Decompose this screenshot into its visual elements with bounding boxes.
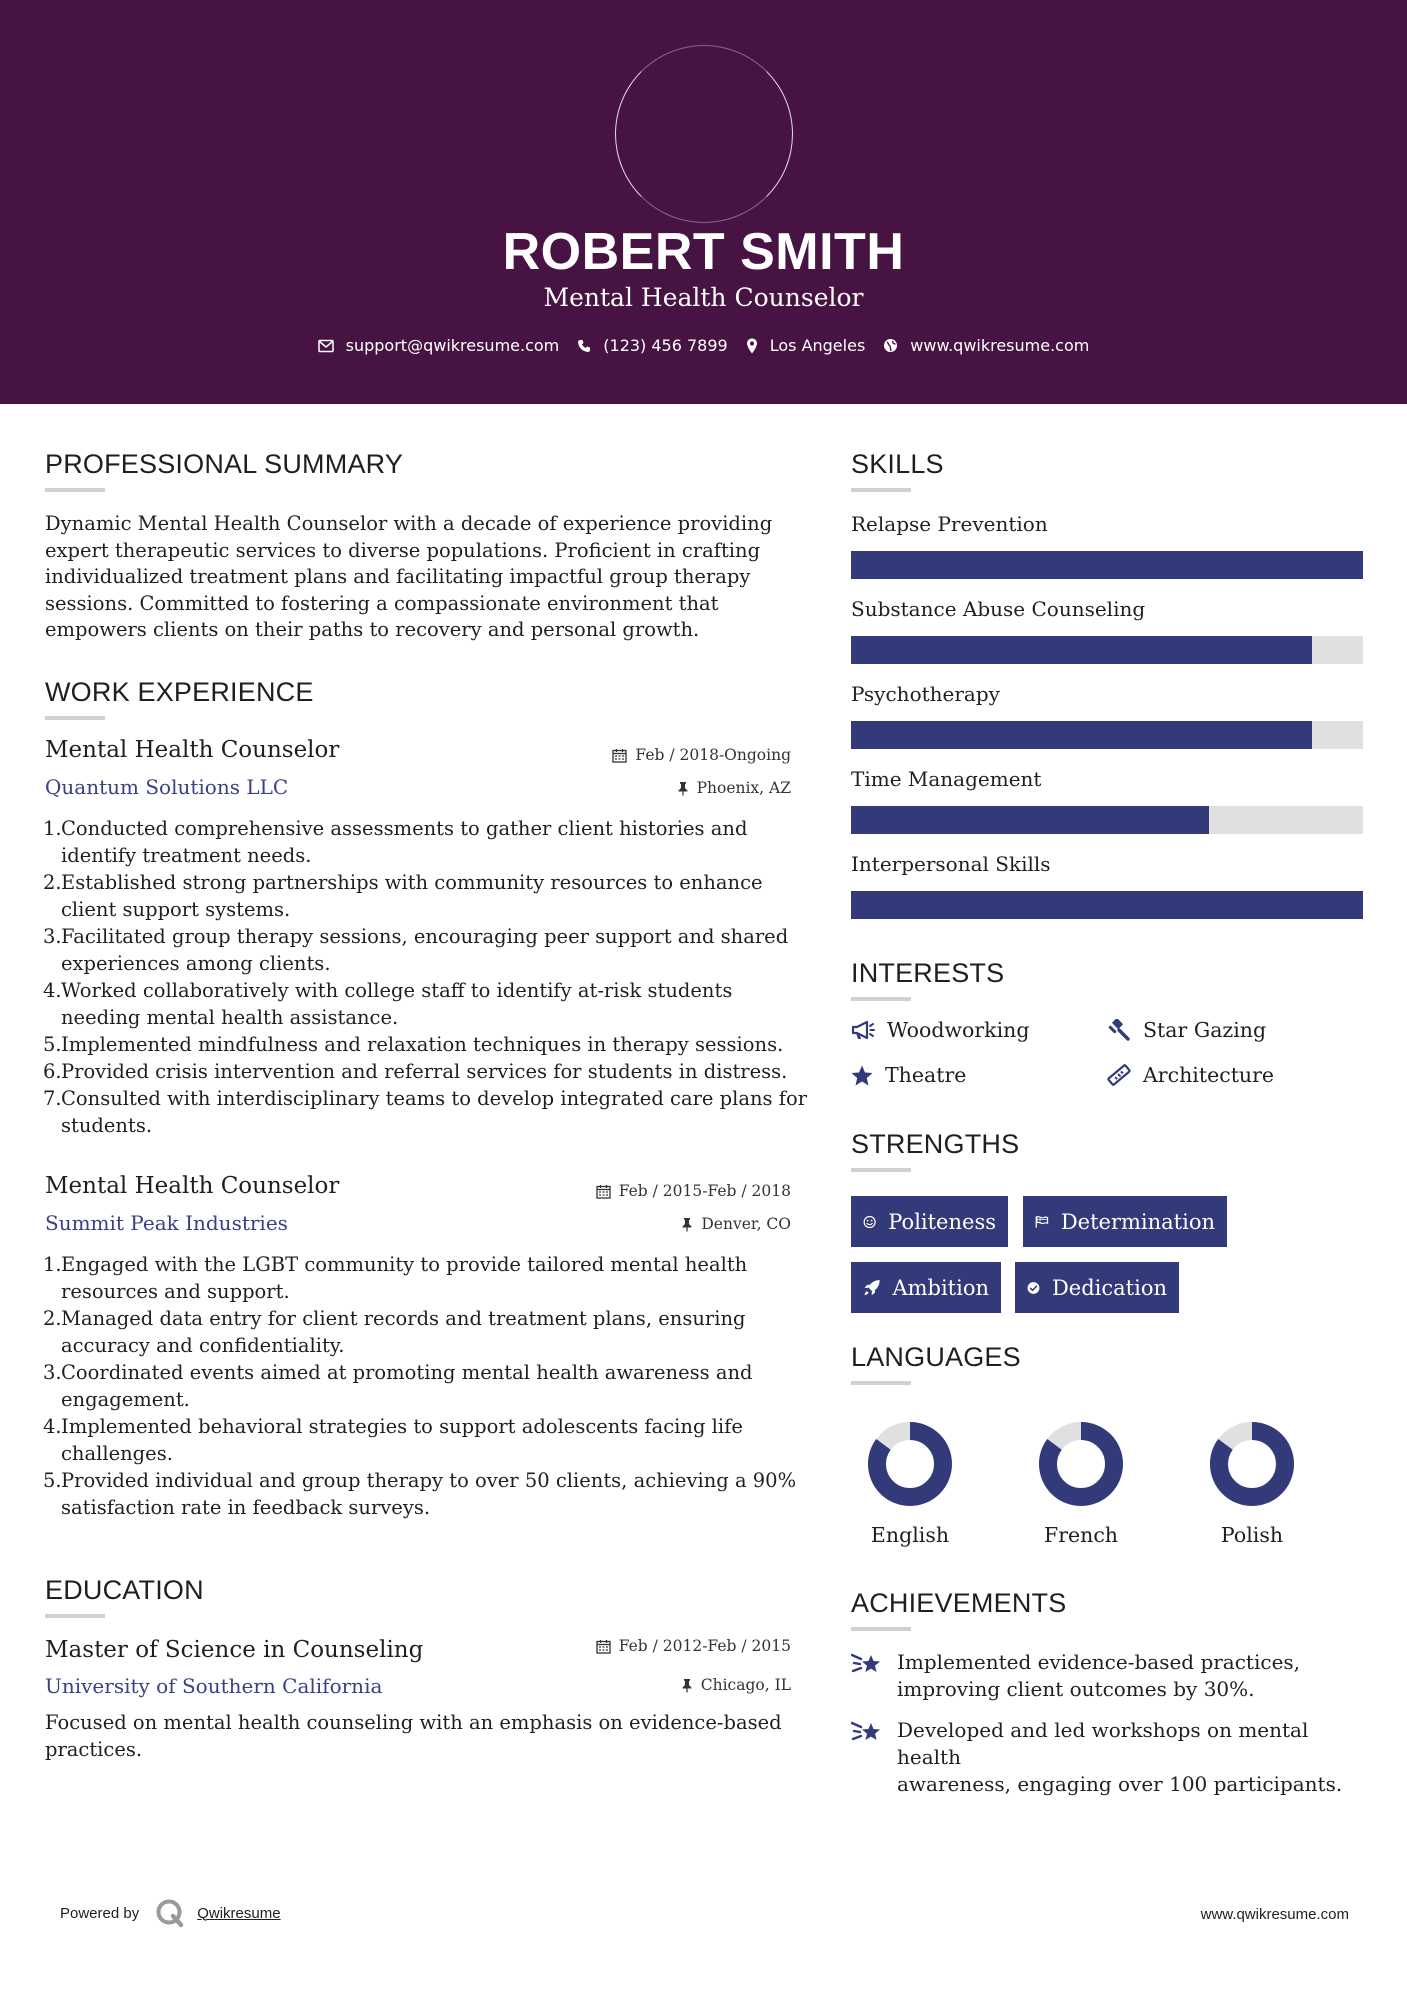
job-company: Quantum Solutions LLC [45,775,289,799]
calendar-icon [596,1184,611,1199]
megaphone-icon [851,1020,875,1040]
list-line: Conducted comprehensive assessments to gather client histories and [61,817,748,840]
skill-bar-fill [851,806,1209,834]
list-number: 6. [43,1060,62,1083]
interest-label: Architecture [1143,1063,1275,1087]
achievement-line: Implemented evidence-based practices, [897,1650,1301,1674]
education-dates-text: Feb / 2012-Feb / 2015 [618,1637,791,1655]
candidate-name: ROBERT SMITH [502,223,905,281]
list-number: 7. [43,1087,62,1110]
strengths-heading-rule [851,1168,911,1172]
list-item [43,1305,796,1359]
list-line: experiences among clients. [61,952,331,975]
skill-label: Interpersonal Skills [851,852,1051,876]
strength-chip [1015,1262,1179,1313]
interests-heading-rule [851,997,911,1001]
powered-by-text: Powered by [60,1904,140,1922]
shooting-star-icon [851,1651,885,1679]
list-line: students. [61,1114,153,1137]
education-line: Focused on mental health counseling with an emphasis on evidence-based [45,1711,782,1734]
skill-label: Psychotherapy [851,682,1000,706]
list-number: 2. [43,1307,62,1330]
list-line: Provided individual and group therapy to over 50 clients, achieving a 90% [61,1469,797,1492]
strength-label: Determination [1060,1209,1215,1234]
summary-line: individualized treatment plans and facilitating impactful group therapy [45,565,751,588]
strengths-heading: STRENGTHS [851,1129,1020,1159]
list-item [43,1467,796,1521]
qwikresume-link[interactable]: Qwikresume [197,1904,281,1922]
strength-label: Dedication [1051,1275,1167,1300]
skill-bar [851,636,1363,664]
achievement-line: awareness, engaging over 100 participants. [897,1772,1343,1796]
contact-website[interactable] [883,336,1089,355]
strength-chip [851,1196,1008,1247]
summary-line: sessions. Committed to fostering a compassionate environment that [45,591,719,615]
interest-item [1107,1018,1266,1042]
list-line: client support systems. [61,898,291,921]
interest-item [1107,1063,1274,1087]
skill-bar [851,806,1363,834]
strength-chip [851,1262,1001,1313]
summary-heading-rule [45,488,105,492]
summary-line: empowers clients on their paths to recovery and personal growth. [45,618,700,641]
pushpin-icon [681,1678,693,1693]
skill-bar-fill [851,551,1363,579]
list-number: 5. [43,1469,62,1492]
list-line: Provided crisis intervention and referral services for students in distress. [61,1060,788,1083]
achievement-text [897,1717,1371,1798]
job-title: Mental Health Counselor [45,737,340,763]
list-number: 2. [43,871,62,894]
smiley-icon [863,1212,876,1232]
qwikresume-logo-icon [155,1898,185,1928]
education-dates [596,1637,791,1655]
list-number: 1. [43,817,62,840]
calendar-icon [612,748,627,763]
interests-heading: INTERESTS [851,958,1005,988]
header-banner [0,0,1407,404]
list-line: Consulted with interdisciplinary teams to develop integrated care plans for [61,1087,808,1110]
contact-email[interactable] [318,336,560,355]
list-line: challenges. [61,1442,173,1465]
education-heading: EDUCATION [45,1575,204,1605]
map-pin-icon [746,338,758,354]
strength-label: Politeness [888,1209,996,1234]
achievements-heading: ACHIEVEMENTS [851,1588,1067,1618]
list-item [43,1251,796,1305]
pushpin-icon [681,1217,693,1232]
candidate-title: Mental Health Counselor [543,283,864,312]
check-circle-icon [1027,1277,1040,1299]
contact-location-text: Los Angeles [769,336,866,355]
job-duties-list [43,1251,796,1521]
job-location-text: Phoenix, AZ [696,779,791,797]
contact-website-text: www.qwikresume.com [910,336,1090,355]
skill-bar [851,551,1363,579]
strength-chip [1023,1196,1227,1247]
list-line: resources and support. [61,1280,290,1303]
ruler-icon [1107,1064,1131,1086]
language-label: English [870,1523,950,1547]
achievement-item [851,1717,1371,1798]
list-line: identify treatment needs. [61,844,312,867]
language-donut [1192,1418,1312,1508]
education-heading-rule [45,1614,105,1618]
list-line: Facilitated group therapy sessions, encouraging peer support and shared [61,925,789,948]
job-dates-text: Feb / 2018-Ongoing [635,746,791,764]
languages-heading: LANGUAGES [851,1342,1021,1372]
achievement-line: Developed and led workshops on mental health [897,1718,1309,1769]
language-donut [850,1418,970,1508]
achievement-line: improving client outcomes by 30%. [897,1677,1255,1701]
footer-powered-by [60,1898,281,1928]
list-line: Implemented behavioral strategies to support adolescents facing life [61,1415,743,1438]
summary-line: Dynamic Mental Health Counselor with a decade of experience providing [45,512,773,535]
skill-label: Time Management [851,767,1042,791]
envelope-icon [318,339,334,353]
list-number: 5. [43,1033,62,1056]
pushpin-icon [677,781,689,796]
achievement-text [897,1649,1300,1703]
interest-label: Woodworking [887,1018,1030,1042]
language-label: Polish [1220,1523,1284,1547]
list-number: 4. [43,1415,62,1438]
calendar-icon [596,1639,611,1654]
education-location [681,1676,791,1694]
skill-bar-fill [851,891,1363,919]
contact-phone[interactable] [577,336,727,355]
language-donut [1021,1418,1141,1508]
contact-phone-text: (123) 456 7899 [603,336,728,355]
interest-item [851,1018,1029,1042]
interest-label: Theatre [885,1063,967,1087]
globe-icon [883,338,898,353]
footer-url[interactable]: www.qwikresume.com [1200,1906,1349,1923]
list-line: Managed data entry for client records and treatment plans, ensuring [61,1307,746,1330]
school-name: University of Southern California [45,1674,383,1698]
list-item [43,1058,807,1085]
list-item [43,977,807,1031]
job-dates [596,1182,791,1200]
work-heading: WORK EXPERIENCE [45,677,314,707]
degree-title: Master of Science in Counseling [45,1637,424,1663]
rocket-icon [863,1277,880,1299]
list-item [43,1359,796,1413]
list-line: satisfaction rate in feedback surveys. [61,1496,431,1519]
skill-bar [851,891,1363,919]
job-location [677,779,791,797]
list-number: 3. [43,925,62,948]
contact-email-text: support@qwikresume.com [345,336,560,355]
job-dates [612,746,791,764]
flag-icon [1035,1212,1049,1232]
education-description [45,1710,782,1763]
job-title: Mental Health Counselor [45,1173,340,1199]
achievement-item [851,1649,1371,1703]
list-line: Coordinated events aimed at promoting mental health awareness and [61,1361,753,1384]
education-location-text: Chicago, IL [700,1676,791,1694]
language-label: French [1043,1523,1119,1547]
job-duties-list [43,815,807,1139]
skill-label: Substance Abuse Counseling [851,597,1146,621]
list-line: Established strong partnerships with community resources to enhance [61,871,763,894]
strength-label: Ambition [892,1275,989,1300]
list-line: accuracy and confidentiality. [61,1334,345,1357]
contact-location[interactable] [746,336,866,355]
list-item [43,1031,807,1058]
list-item [43,1413,796,1467]
skill-bar-fill [851,721,1312,749]
skill-bar [851,721,1363,749]
list-line: needing mental health assistance. [61,1006,399,1029]
list-item [43,815,807,869]
skills-heading: SKILLS [851,449,944,479]
list-line: Engaged with the LGBT community to provide tailored mental health [61,1253,748,1276]
list-item [43,1085,807,1139]
work-heading-rule [45,716,105,720]
education-line: practices. [45,1737,143,1761]
achievements-heading-rule [851,1627,911,1631]
list-number: 4. [43,979,62,1002]
interest-item [851,1063,966,1087]
list-line: Worked collaboratively with college staff to identify at-risk students [61,979,733,1002]
job-dates-text: Feb / 2015-Feb / 2018 [618,1182,791,1200]
job-location-text: Denver, CO [701,1215,791,1233]
shooting-star-icon [851,1719,885,1747]
summary-text [45,511,772,644]
list-line: engagement. [61,1388,190,1411]
job-location [681,1215,791,1233]
skill-bar-fill [851,636,1312,664]
skills-heading-rule [851,488,911,492]
skill-label: Relapse Prevention [851,512,1048,536]
gavel-icon [1107,1019,1131,1041]
interest-label: Star Gazing [1143,1018,1267,1042]
summary-heading: PROFESSIONAL SUMMARY [45,449,404,479]
list-line: Implemented mindfulness and relaxation techniques in therapy sessions. [61,1033,784,1056]
job-company: Summit Peak Industries [45,1211,288,1235]
profile-photo-placeholder [615,45,793,223]
summary-line: expert therapeutic services to diverse populations. Proficient in crafting [45,538,761,562]
list-number: 3. [43,1361,62,1384]
list-number: 1. [43,1253,62,1276]
list-item [43,923,807,977]
phone-icon [577,339,591,353]
list-item [43,869,807,923]
star-icon [851,1065,873,1086]
languages-heading-rule [851,1381,911,1385]
contact-bar [0,336,1407,355]
